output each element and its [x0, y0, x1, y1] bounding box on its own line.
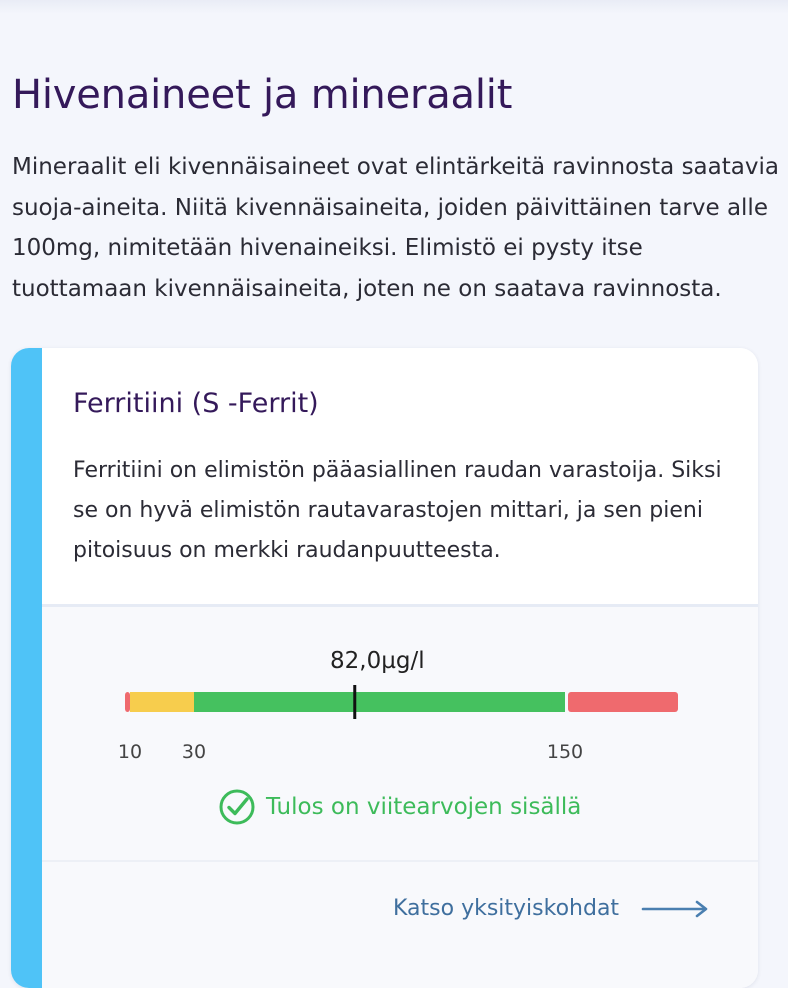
top-fade [0, 0, 788, 14]
gauge-segment-1 [130, 692, 194, 712]
status-text: Tulos on viitearvojen sisällä [266, 794, 582, 820]
card-description: Ferritiini on elimistön pääasiallinen raudan varastoija. Siksi se on hyvä elimistön rautavarastojen mittari, ja sen pieni pitoisuus on merkki raudanpuutteesta. [73, 458, 722, 563]
section-title: Hivenaineet ja mineraalit [12, 72, 513, 118]
gauge-segment-3 [568, 692, 678, 712]
arrow-right-icon [641, 899, 709, 919]
tick-label-0: 10 [117, 741, 143, 763]
section-description: Mineraalit eli kivennäisaineet ovat elintärkeitä ravinnosta saatavia suoja-aineita. Niitä kivennäisaineita, joiden päivittäinen tarve alle 100mg, nimitetään hivenaineiksi. Elimistö ei pysty itse tuottamaan kivennäisaineita, joten ne on saatava ravinnosta. [12, 154, 779, 302]
gauge-cap-1 [664, 692, 678, 712]
footer-divider [42, 860, 758, 862]
gauge-segment-2 [194, 692, 565, 712]
card-title: Ferritiini (S -Ferrit) [73, 388, 319, 419]
check-circle-icon [218, 788, 256, 826]
tick-label-2: 150 [546, 741, 584, 763]
tick-label-1: 30 [181, 741, 207, 763]
result-value-label: 82,0µg/l [330, 648, 425, 674]
view-details-link[interactable] [393, 896, 709, 921]
result-gauge [42, 607, 758, 860]
ferritin-card [11, 348, 758, 988]
view-details-label: Katso yksityiskohdat [393, 896, 620, 921]
gauge-segment-0 [125, 692, 130, 712]
status-indicator [218, 788, 581, 826]
gauge-cap-0 [551, 692, 565, 712]
card-accent-bar [11, 348, 42, 988]
